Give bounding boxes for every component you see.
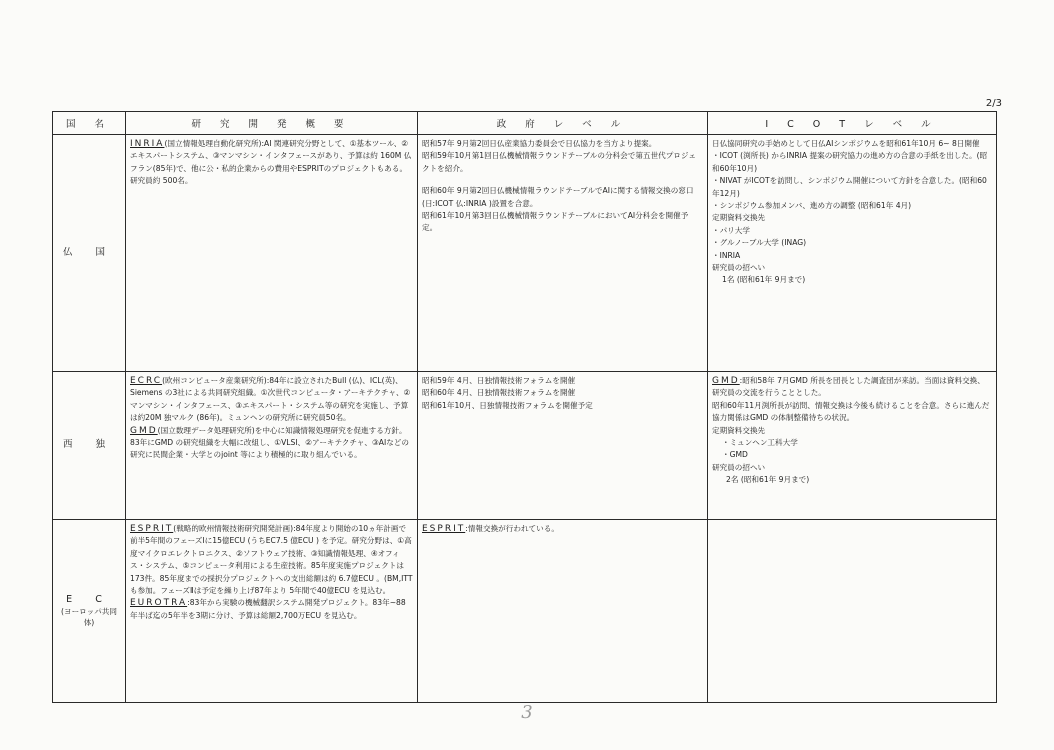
country-ec — [53, 520, 126, 703]
icot-item: 2名 (昭和61年 9月まで) — [726, 475, 810, 485]
row-ec — [53, 520, 997, 703]
icot-item: 研究員の招へい — [712, 462, 766, 472]
gov-item — [422, 523, 703, 535]
research-text: (国立数理データ処理研究所)を中心に知識情報処理研究を促進する方針。83年にGMD の研究組織を大幅に改組し、①VLSI、②アーキテクチャ、③AIなどの研究に民間企業・大学とのjoint 等により積極的に取り組んでいる。 — [130, 425, 409, 460]
org-acronym: GMD — [712, 376, 740, 386]
research-ec — [126, 520, 418, 703]
icot-text: :昭和58年 7月GMD 所長を団長とした調査団が来訪。当面は資料交換、研究員の交流を行うこととした。 — [712, 376, 985, 398]
org-acronym: EUROTRA — [130, 598, 188, 609]
country-west-germany: 西 独 — [53, 372, 126, 520]
gov-item: 昭和61年10月、日独情報技術フォラムを開催予定 — [422, 400, 593, 410]
icot-item: 定期資料交換先 — [712, 425, 766, 435]
gov-item: 昭和59年10月第1回日仏機械情報ラウンドテーブルの分科会で第五世代プロジェクトを紹介。 — [422, 151, 696, 173]
gov-item: 昭和59年 4月、日独情報技術フォラムを開催 — [422, 376, 576, 385]
page-indicator: 2/3 — [985, 98, 1002, 109]
icot-item: 昭和60年11月渕所長が訪問、情報交換は今後も続けることを合意。さらに進んだ協力関係はGMD の体制整備待ちの状況。 — [712, 400, 990, 423]
org-acronym: INRIA — [130, 139, 165, 149]
org-acronym: GMD — [130, 425, 158, 436]
header-icot: I C O T レ ベ ル — [708, 112, 997, 135]
icot-item: ・NIVAT がICOTを訪問し、シンポジウム開催について方針を合意した。(昭和60年12月) — [712, 176, 987, 198]
icot-item: ・グルノーブル大学 (INAG) — [712, 238, 807, 248]
research-text: (戦略的欧州情報技術研究開発計画):84年度より開始の10ヵ年計画で前半5年間のフェーズⅠに15億ECU (うちEC7.5 億ECU ) を予定。研究分野は、①高度マイクロエレクトロニクス、②ソフトウェア技術、③知識情報処理、④オフィス・システム、⑤コンピュータ利用による生産技術。85年度実施プロジェクトは 173件。85年度までの採択分プロジェクトへの支出総額は約 6.7億ECU 。(BM,ITT も参加。フェーズⅡは予定を繰り上げ87年より 5年間で40億ECU を見込む。 — [130, 524, 413, 596]
country-ec-subtitle: (ヨーロッパ共同体) — [61, 607, 117, 628]
gov-item: 昭和57年 9月第2回日仏産業協力委員会で日仏協力を当方より提案。 — [422, 139, 657, 148]
icot-item: ・ミュンヘン工科大学 — [722, 438, 798, 448]
icot-ec — [708, 520, 997, 703]
country-france: 仏 国 — [53, 135, 126, 372]
icot-item: ・INRIA — [712, 250, 741, 260]
research-text: :83年から実験の機械翻訳システム開発プロジェクト。83年~88年半ば迄の5年半を3期に分け、予算は総額2,700万ECU を見込む。 — [130, 598, 406, 620]
header-government: 政 府 レ ベ ル — [418, 112, 708, 135]
icot-item: 日仏協同研究の手始めとして日仏AIシンポジウムを昭和61年10月 6~ 8日開催 — [712, 139, 980, 148]
icot-item — [712, 375, 992, 400]
icot-item: 1名 (昭和61年 9月まで) — [722, 275, 806, 285]
gov-item: 昭和61年10月第3回日仏機械情報ラウンドテーブルにおいてAI分科会を開催予定。 — [422, 211, 689, 233]
research-entry — [130, 523, 413, 597]
government-west-germany — [418, 372, 708, 520]
row-west-germany — [53, 372, 997, 520]
icot-item: 研究員の招へい — [712, 263, 766, 273]
org-acronym: ESPRIT — [422, 524, 466, 534]
header-country: 国 名 — [53, 112, 126, 135]
icot-item: ・シンポジウム参加メンバ、進め方の調整 (昭和61年 4月) — [712, 201, 912, 211]
research-france — [126, 135, 418, 372]
cooperation-table — [52, 111, 997, 703]
country-ec-name: E C — [66, 593, 112, 605]
header-row — [53, 112, 997, 135]
gov-text: :情報交換が行われている。 — [465, 524, 559, 533]
research-entry — [130, 375, 413, 425]
icot-france — [708, 135, 997, 372]
icot-item: ・パリ大学 — [712, 225, 750, 235]
icot-item: ・ICOT (渕所長) からINRIA 提案の研究協力の進め方の合意の手紙を出した。(昭和60年10月) — [712, 151, 988, 173]
research-west-germany — [126, 372, 418, 520]
government-ec — [418, 520, 708, 703]
org-acronym: ESPRIT — [130, 524, 174, 534]
government-france — [418, 135, 708, 372]
research-entry — [130, 138, 413, 188]
icot-west-germany — [708, 372, 997, 520]
research-text: (欧州コンピュータ産業研究所):84年に設立されたBull (仏)、ICL(英)、Siemens の3社による共同研究組織。①次世代コンピュータ・アーキテクチャ、②マンマシン・インタフェース、③エキスパート・システム等の研究を実施し、予算は約20M 独マルク (86年)。ミュンヘンの研究所に研究員50名。 — [130, 376, 411, 423]
header-research: 研 究 開 発 概 要 — [126, 112, 418, 135]
icot-item: ・GMD — [722, 450, 748, 460]
row-france — [53, 135, 997, 372]
research-entry — [130, 597, 413, 622]
page-number: 3 — [521, 702, 533, 723]
icot-item: 定期資料交換先 — [712, 213, 766, 223]
gov-item: 昭和60年 9月第2回日仏機械情報ラウンドテーブルでAIに関する情報交換の窓口(日:ICOT 仏:INRIA )設置を合意。 — [422, 186, 694, 208]
research-entry — [130, 425, 413, 462]
gov-item: 昭和60年 4月、日独情報技術フォラムを開催 — [422, 388, 576, 398]
research-text: (国立情報処理自動化研究所):AI 関連研究分野として、①基本ツール、②エキスパートシステム、③マンマシン・インタフェースがあり、予算は約 160M 仏フラン(85年)で、他に公・私的企業からの費用やESPRITのプロジェクトもある。研究員約 500名。 — [130, 139, 412, 186]
org-acronym: ECRC — [130, 376, 163, 386]
